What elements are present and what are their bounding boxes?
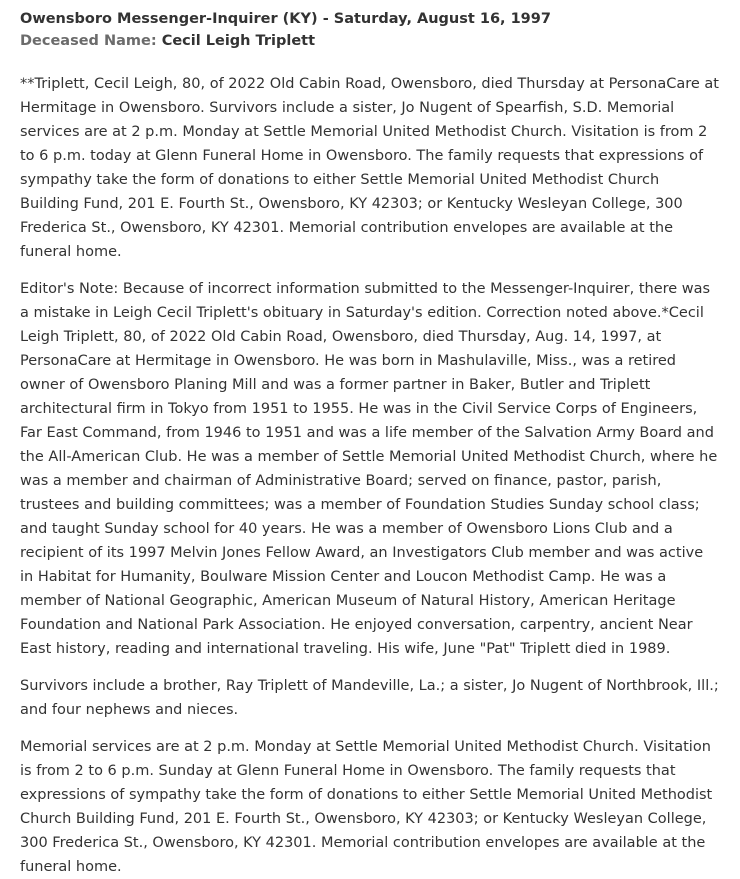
header-spacer (20, 52, 720, 72)
paragraph-initial-notice: **Triplett, Cecil Leigh, 80, of 2022 Old Cabin Road, Owensboro, died Thursday at PersonaCare at Hermitage in Owensboro. Survivors include a sister, Jo Nugent of Spearfish, S.D. Memorial services are at 2 p.m. Monday at Settle Memorial United Methodist Church. Visitation is from 2 to 6 p.m. today at Glenn Funeral Home in Owensboro. The family requests that expressions of sympathy take the form of donations to either Settle Memorial United Methodist Church Building Fund, 201 E. Fourth St., Owensboro, KY 42303; or Kentucky Wesleyan College, 300 Frederica St., Owensboro, KY 42301. Memorial contribution envelopes are available at the funeral home. (20, 76, 719, 260)
publication-name: Owensboro Messenger-Inquirer (KY) (20, 11, 318, 27)
publication-date: Saturday, August 16, 1997 (333, 11, 551, 27)
source-separator: - (317, 11, 334, 27)
paragraph-services: Memorial services are at 2 p.m. Monday at Settle Memorial United Methodist Church. Visitation is from 2 to 6 p.m. Sunday at Glenn Funeral Home in Owensboro. The family requests that expressions of sympathy take the form of donations to either Settle Memorial United Methodist Church Building Fund, 201 E. Fourth St., Owensboro, KY 42303; or Kentucky Wesleyan College, 300 Frederica St., Owensboro, KY 42301. Memorial contribution envelopes are available at the funeral home. (20, 739, 713, 875)
paragraph-editors-note: Editor's Note: Because of incorrect information submitted to the Messenger-Inquirer, there was a mistake in Leigh Cecil Triplett's obituary in Saturday's edition. Correction noted above.*Cecil Leigh Triplett, 80, of 2022 Old Cabin Road, Owensboro, died Thursday, Aug. 14, 1997, at PersonaCare at Hermitage in Owensboro. He was born in Mashulaville, Miss., was a retired owner of Owensboro Planing Mill and was a former partner in Baker, Butler and Triplett architectural firm in Tokyo from 1951 to 1955. He was in the Civil Service Corps of Engineers, Far East Command, from 1946 to 1951 and was a life member of the Salvation Army Board and the All-American Club. He was a member of Settle Memorial United Methodist Church, where he was a member and chairman of Administrative Board; served on finance, pastor, parish, trustees and building committees; was a member of Foundation Studies Sunday school class; and taught Sunday school for 40 years. He was a member of Owensboro Lions Club and a recipient of its 1997 Melvin Jones Fellow Award, an Investigators Club member and was active in Habitat for Humanity, Boulware Mission Center and Loucon Methodist Camp. He was a member of National Geographic, American Museum of Natural History, American Heritage Foundation and National Park Association. He enjoyed conversation, carpentry, ancient Near East history, reading and international traveling. His wife, June "Pat" Triplett died in 1989. (20, 281, 718, 657)
deceased-label: Deceased Name: (20, 33, 157, 49)
deceased-name: Cecil Leigh Triplett (161, 33, 316, 49)
source-line (20, 8, 720, 30)
obituary-body (20, 72, 720, 879)
deceased-line (20, 30, 720, 52)
paragraph-survivors: Survivors include a brother, Ray Triplett of Mandeville, La.; a sister, Jo Nugent of Northbrook, Ill.; and four nephews and nieces. (20, 678, 719, 718)
